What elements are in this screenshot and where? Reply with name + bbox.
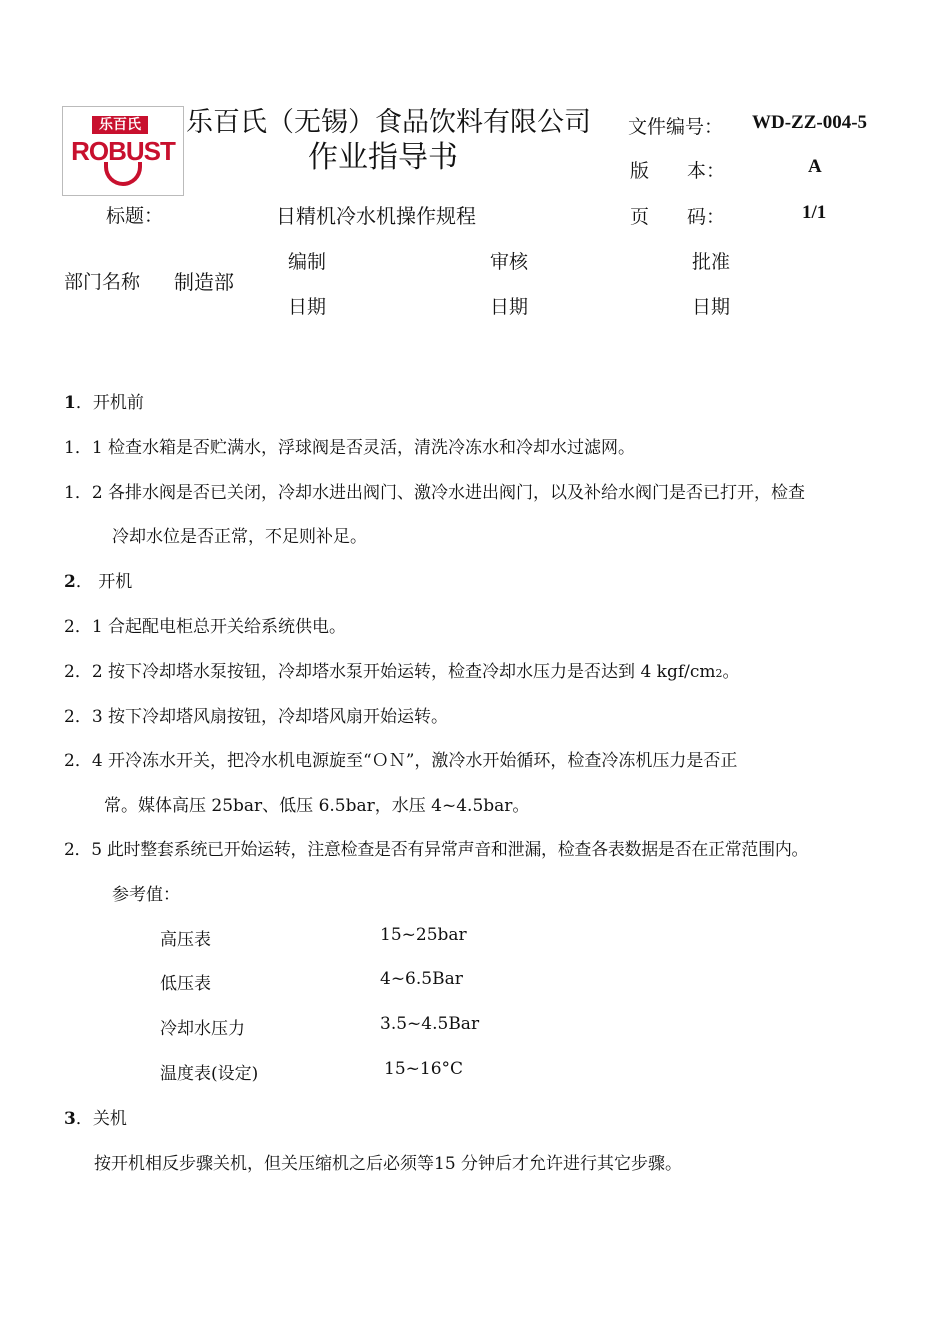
step-2-2-superscript: 2 [715,667,723,680]
ref-temperature-name: 温度表(设定) [160,1064,259,1084]
step-1-1: 1．1 检查水箱是否贮满水，浮球阀是否灵活，清洗冷冻水和冷却水过滤网。 [64,438,636,458]
section-2-heading [64,567,132,592]
reference-values-label: 参考值： [112,885,180,905]
section-1-number: 1 [64,393,76,413]
step-2-2 [64,657,740,682]
subject-title: 日精机冷水机操作规程 [276,204,476,228]
page-value: 1/1 [802,202,827,223]
step-1-2-line-2: 冷却水位是否正常，不足则补足。 [112,527,367,547]
section-3-title: ．关机 [75,1109,127,1129]
page-label: 页 码： [630,206,726,228]
ref-cooling-water-name: 冷却水压力 [160,1019,245,1039]
company-name: 乐百氏（无锡）食品饮料有限公司 [186,107,591,138]
step-2-2-end: 。 [722,662,740,682]
ref-high-pressure-name: 高压表 [160,930,211,950]
version-label: 版 本： [630,160,726,182]
prepared-by-label: 编制 [288,251,327,273]
step-1-2-line-1: 1．2 各排水阀是否已关闭，冷却水进出阀门、激冷水进出阀门，以及补给水阀门是否已打开，检查 [64,483,806,503]
doc-number-value: WD-ZZ-004-5 [752,112,868,133]
reviewed-date-label: 日期 [490,296,529,318]
step-2-2-text: 2．2 按下冷却塔水泵按钮，冷却塔水泵开始运转，检查冷却水压力是否达到 4 kgf/cm [64,662,716,682]
step-2-1: 2．1 合起配电柜总开关给系统供电。 [64,617,347,637]
reviewed-by-label: 审核 [490,251,529,273]
ref-low-pressure-name: 低压表 [160,974,211,994]
logo-english-text: ROBUST [71,136,175,166]
approved-by-label: 批准 [692,251,731,273]
step-2-4-line-2: 常。媒体高压 25bar、低压 6.5bar，水压 4~4.5bar。 [104,796,530,816]
section-2-title: ． 开机 [75,572,133,592]
section-3-number: 3 [64,1109,76,1129]
section-3-heading [64,1104,127,1129]
subject-label: 标题： [106,205,164,227]
step-2-5: 2．5 此时整套系统已开始运转，注意检查是否有异常声音和泄漏，检查各表数据是否在正常范围内。 [64,840,809,860]
department-name: 制造部 [174,270,234,294]
version-value: A [808,156,822,177]
ref-temperature-value: 15~16°C [384,1059,464,1079]
section-1-title: ．开机前 [75,393,144,413]
document-title: 作业指导书 [308,140,458,175]
section-1-heading [64,388,144,413]
department-label: 部门名称 [64,271,141,293]
step-3-1: 按开机相反步骤关机，但关压缩机之后必须等15 分钟后才允许进行其它步骤。 [94,1154,683,1174]
prepared-date-label: 日期 [288,296,327,318]
doc-number-label: 文件编号： [628,116,724,138]
logo-chinese-text: 乐百氏 [92,116,148,134]
approved-date-label: 日期 [692,296,731,318]
step-2-4-line-1: 2．4 开冷冻水开关，把冷水机电源旋至“ＯＮ”，激冷水开始循环，检查冷冻机压力是否正 [64,751,738,771]
section-2-number: 2 [64,572,76,592]
ref-low-pressure-value: 4~6.5Bar [380,969,463,989]
ref-cooling-water-value: 3.5~4.5Bar [380,1014,480,1034]
step-2-3: 2．3 按下冷却塔风扇按钮，冷却塔风扇开始运转。 [64,707,449,727]
ref-high-pressure-value: 15~25bar [380,925,467,945]
